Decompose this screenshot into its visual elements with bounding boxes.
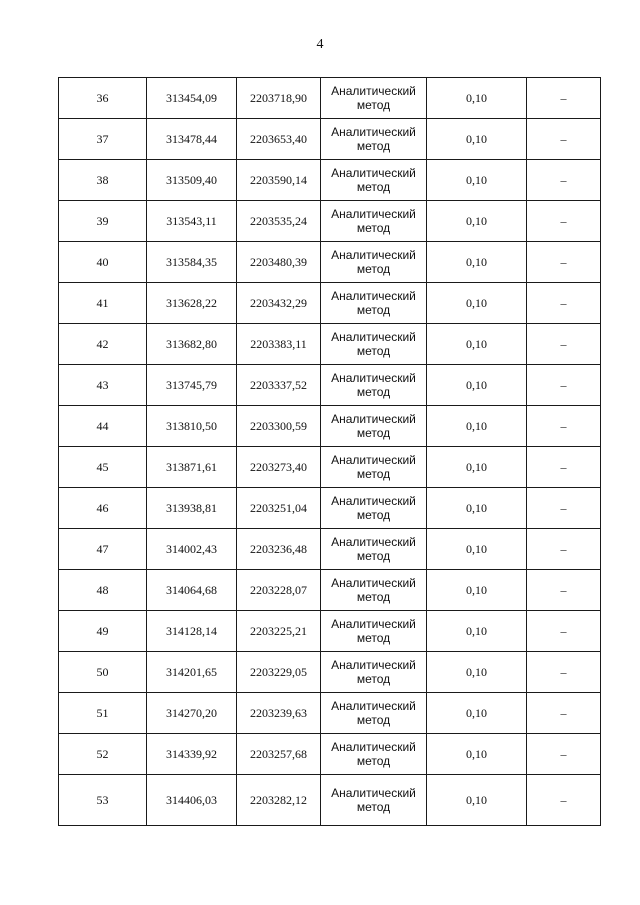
method-text: метод	[356, 98, 391, 112]
table-row	[59, 78, 601, 119]
point-number-cell: 48	[59, 570, 147, 611]
method-cell	[321, 365, 427, 406]
error-cell: 0,10	[427, 529, 527, 570]
method-cell	[321, 611, 427, 652]
method-text: метод	[356, 262, 391, 276]
method-text: Аналитический	[331, 658, 416, 672]
point-number-cell: 37	[59, 119, 147, 160]
method-text: метод	[356, 221, 391, 235]
method-text: Аналитический	[331, 617, 416, 631]
table-row	[59, 775, 601, 826]
x-coordinate-cell: 313938,81	[147, 488, 237, 529]
y-coordinate-cell: 2203535,24	[237, 201, 321, 242]
note-cell: –	[527, 119, 601, 160]
y-coordinate-cell: 2203228,07	[237, 570, 321, 611]
point-number-cell: 42	[59, 324, 147, 365]
table-row	[59, 611, 601, 652]
table-row	[59, 242, 601, 283]
method-text: метод	[356, 180, 391, 194]
method-text: Аналитический	[331, 289, 416, 303]
table-row	[59, 324, 601, 365]
table-row	[59, 365, 601, 406]
point-number-cell: 43	[59, 365, 147, 406]
method-text: метод	[356, 385, 391, 399]
table-row	[59, 734, 601, 775]
y-coordinate-cell: 2203480,39	[237, 242, 321, 283]
method-text: Аналитический	[331, 371, 416, 385]
method-text: Аналитический	[331, 453, 416, 467]
x-coordinate-cell: 314002,43	[147, 529, 237, 570]
x-coordinate-cell: 313682,80	[147, 324, 237, 365]
note-cell: –	[527, 283, 601, 324]
x-coordinate-cell: 314128,14	[147, 611, 237, 652]
coordinates-table	[58, 77, 601, 826]
note-cell: –	[527, 652, 601, 693]
error-cell: 0,10	[427, 365, 527, 406]
table-row	[59, 693, 601, 734]
x-coordinate-cell: 314270,20	[147, 693, 237, 734]
method-text: Аналитический	[331, 535, 416, 549]
note-cell: –	[527, 488, 601, 529]
method-cell	[321, 652, 427, 693]
x-coordinate-cell: 313871,61	[147, 447, 237, 488]
error-cell: 0,10	[427, 570, 527, 611]
y-coordinate-cell: 2203718,90	[237, 78, 321, 119]
table-row	[59, 488, 601, 529]
method-text: метод	[356, 467, 391, 481]
point-number-cell: 44	[59, 406, 147, 447]
x-coordinate-cell: 313454,09	[147, 78, 237, 119]
note-cell: –	[527, 201, 601, 242]
method-text: Аналитический	[331, 330, 416, 344]
method-text: метод	[356, 139, 391, 153]
method-text: метод	[356, 800, 391, 814]
x-coordinate-cell: 313745,79	[147, 365, 237, 406]
x-coordinate-cell: 313543,11	[147, 201, 237, 242]
point-number-cell: 52	[59, 734, 147, 775]
point-number-cell: 41	[59, 283, 147, 324]
method-text: Аналитический	[331, 699, 416, 713]
y-coordinate-cell: 2203282,12	[237, 775, 321, 826]
y-coordinate-cell: 2203239,63	[237, 693, 321, 734]
x-coordinate-cell: 314064,68	[147, 570, 237, 611]
method-text: метод	[356, 344, 391, 358]
error-cell: 0,10	[427, 242, 527, 283]
method-text: Аналитический	[331, 166, 416, 180]
point-number-cell: 45	[59, 447, 147, 488]
table-row	[59, 529, 601, 570]
method-text: метод	[356, 303, 391, 317]
method-cell	[321, 119, 427, 160]
method-text: Аналитический	[331, 207, 416, 221]
note-cell: –	[527, 611, 601, 652]
y-coordinate-cell: 2203337,52	[237, 365, 321, 406]
point-number-cell: 47	[59, 529, 147, 570]
error-cell: 0,10	[427, 119, 527, 160]
note-cell: –	[527, 693, 601, 734]
point-number-cell: 39	[59, 201, 147, 242]
method-text: Аналитический	[331, 125, 416, 139]
method-text: Аналитический	[331, 494, 416, 508]
table-row	[59, 119, 601, 160]
method-text: метод	[356, 672, 391, 686]
note-cell: –	[527, 406, 601, 447]
method-cell	[321, 775, 427, 826]
error-cell: 0,10	[427, 283, 527, 324]
table-row	[59, 160, 601, 201]
method-text: метод	[356, 713, 391, 727]
point-number-cell: 40	[59, 242, 147, 283]
y-coordinate-cell: 2203257,68	[237, 734, 321, 775]
method-cell	[321, 447, 427, 488]
method-text: метод	[356, 549, 391, 563]
method-cell	[321, 283, 427, 324]
x-coordinate-cell: 313584,35	[147, 242, 237, 283]
error-cell: 0,10	[427, 406, 527, 447]
method-text: метод	[356, 590, 391, 604]
y-coordinate-cell: 2203432,29	[237, 283, 321, 324]
error-cell: 0,10	[427, 447, 527, 488]
table-row	[59, 652, 601, 693]
point-number-cell: 50	[59, 652, 147, 693]
y-coordinate-cell: 2203273,40	[237, 447, 321, 488]
method-cell	[321, 734, 427, 775]
table-row	[59, 201, 601, 242]
error-cell: 0,10	[427, 201, 527, 242]
y-coordinate-cell: 2203236,48	[237, 529, 321, 570]
table-row	[59, 283, 601, 324]
method-cell	[321, 693, 427, 734]
y-coordinate-cell: 2203383,11	[237, 324, 321, 365]
y-coordinate-cell: 2203251,04	[237, 488, 321, 529]
note-cell: –	[527, 365, 601, 406]
x-coordinate-cell: 314406,03	[147, 775, 237, 826]
error-cell: 0,10	[427, 488, 527, 529]
error-cell: 0,10	[427, 324, 527, 365]
table-row	[59, 406, 601, 447]
method-text: метод	[356, 631, 391, 645]
coordinates-table-body	[59, 78, 601, 826]
page-number: 4	[316, 37, 324, 52]
method-text: метод	[356, 508, 391, 522]
y-coordinate-cell: 2203590,14	[237, 160, 321, 201]
note-cell: –	[527, 78, 601, 119]
error-cell: 0,10	[427, 775, 527, 826]
note-cell: –	[527, 775, 601, 826]
point-number-cell: 46	[59, 488, 147, 529]
x-coordinate-cell: 314201,65	[147, 652, 237, 693]
method-cell	[321, 324, 427, 365]
method-text: Аналитический	[331, 248, 416, 262]
error-cell: 0,10	[427, 734, 527, 775]
error-cell: 0,10	[427, 693, 527, 734]
method-cell	[321, 78, 427, 119]
point-number-cell: 53	[59, 775, 147, 826]
method-text: Аналитический	[331, 412, 416, 426]
method-text: Аналитический	[331, 84, 416, 98]
y-coordinate-cell: 2203225,21	[237, 611, 321, 652]
method-text: Аналитический	[331, 740, 416, 754]
note-cell: –	[527, 447, 601, 488]
error-cell: 0,10	[427, 78, 527, 119]
method-cell	[321, 570, 427, 611]
x-coordinate-cell: 313509,40	[147, 160, 237, 201]
y-coordinate-cell: 2203653,40	[237, 119, 321, 160]
method-text: Аналитический	[331, 786, 416, 800]
method-cell	[321, 488, 427, 529]
point-number-cell: 49	[59, 611, 147, 652]
method-cell	[321, 242, 427, 283]
note-cell: –	[527, 242, 601, 283]
point-number-cell: 51	[59, 693, 147, 734]
error-cell: 0,10	[427, 160, 527, 201]
method-text: метод	[356, 426, 391, 440]
note-cell: –	[527, 570, 601, 611]
method-text: Аналитический	[331, 576, 416, 590]
note-cell: –	[527, 324, 601, 365]
method-cell	[321, 160, 427, 201]
x-coordinate-cell: 313628,22	[147, 283, 237, 324]
method-cell	[321, 201, 427, 242]
y-coordinate-cell: 2203300,59	[237, 406, 321, 447]
method-text: метод	[356, 754, 391, 768]
error-cell: 0,10	[427, 652, 527, 693]
table-row	[59, 447, 601, 488]
note-cell: –	[527, 529, 601, 570]
error-cell: 0,10	[427, 611, 527, 652]
x-coordinate-cell: 313810,50	[147, 406, 237, 447]
method-cell	[321, 406, 427, 447]
x-coordinate-cell: 313478,44	[147, 119, 237, 160]
y-coordinate-cell: 2203229,05	[237, 652, 321, 693]
method-cell	[321, 529, 427, 570]
x-coordinate-cell: 314339,92	[147, 734, 237, 775]
note-cell: –	[527, 160, 601, 201]
note-cell: –	[527, 734, 601, 775]
table-row	[59, 570, 601, 611]
point-number-cell: 38	[59, 160, 147, 201]
point-number-cell: 36	[59, 78, 147, 119]
